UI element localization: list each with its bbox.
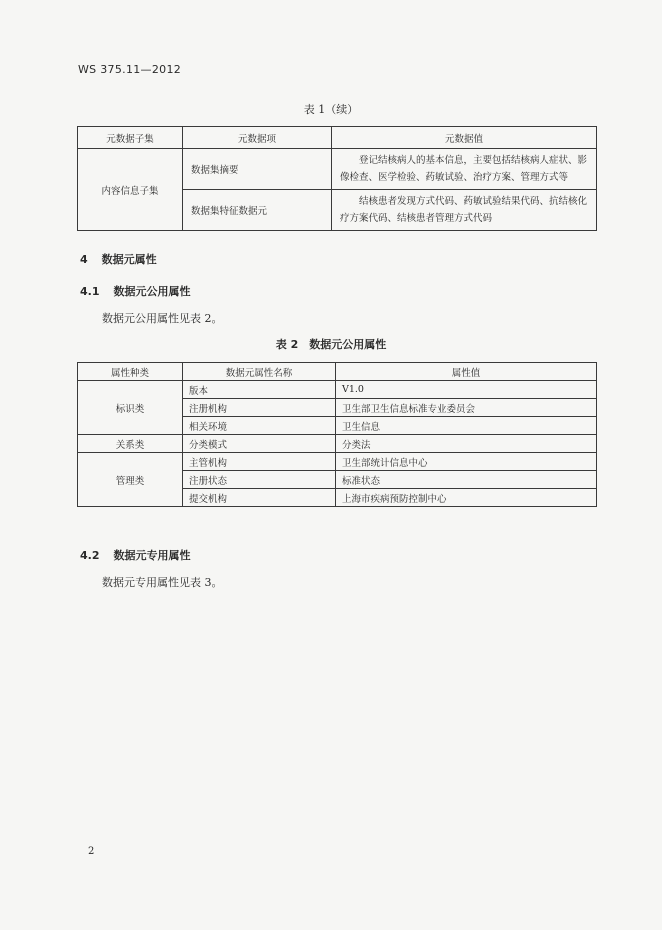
table1 [77, 126, 597, 231]
section-title: 数据元专用属性 [113, 549, 191, 562]
table1-header-row [78, 127, 597, 149]
section-number: 4 [80, 253, 88, 266]
table-row [78, 453, 597, 471]
table2-header-category: 属性种类 [78, 363, 183, 381]
attribute-name-cell: 注册机构 [183, 399, 336, 417]
attribute-value-cell: V1.0 [336, 381, 597, 399]
attribute-value-cell: 卫生部统计信息中心 [336, 453, 597, 471]
attribute-name-cell: 注册状态 [183, 471, 336, 489]
attribute-name-cell: 主管机构 [183, 453, 336, 471]
table2-header-value: 属性值 [336, 363, 597, 381]
category-cell: 标识类 [78, 381, 183, 435]
category-cell: 管理类 [78, 453, 183, 507]
section-number: 4.2 [80, 549, 100, 562]
table1-caption: 表 1（续） [303, 103, 359, 116]
section-title: 数据元公用属性 [113, 285, 191, 298]
table-row [78, 149, 597, 190]
section-4-2-heading [80, 547, 191, 563]
page-number: 2 [88, 846, 95, 857]
paragraph-4-1: 数据元公用属性见表 2。 [102, 312, 223, 325]
section-4-heading [80, 251, 157, 267]
table2-header-row [78, 363, 597, 381]
table-row [78, 381, 597, 399]
table2-caption: 表 2 数据元公用属性 [275, 338, 387, 351]
attribute-name-cell: 版本 [183, 381, 336, 399]
standard-code: WS 375.11—2012 [78, 63, 182, 76]
section-number: 4.1 [80, 285, 100, 298]
table2 [77, 362, 597, 507]
table1-value-cell: 登记结核病人的基本信息，主要包括结核病人症状、影像检查、医学检验、药敏试验、治疗方案、管理方式等 [332, 149, 597, 190]
attribute-name-cell: 分类模式 [183, 435, 336, 453]
attribute-value-cell: 卫生信息 [336, 417, 597, 435]
table1-header-subset: 元数据子集 [78, 127, 183, 149]
table1-subset-cell: 内容信息子集 [78, 149, 183, 231]
attribute-value-cell: 上海市疾病预防控制中心 [336, 489, 597, 507]
section-title: 数据元属性 [101, 253, 157, 266]
category-cell: 关系类 [78, 435, 183, 453]
table1-header-value: 元数据值 [332, 127, 597, 149]
paragraph-4-2: 数据元专用属性见表 3。 [102, 576, 223, 589]
table1-header-item: 元数据项 [183, 127, 332, 149]
section-4-1-heading [80, 283, 191, 299]
table-row [78, 435, 597, 453]
table1-item-cell: 数据集摘要 [183, 149, 332, 190]
attribute-value-cell: 分类法 [336, 435, 597, 453]
table1-value-cell: 结核患者发现方式代码、药敏试验结果代码、抗结核化疗方案代码、结核患者管理方式代码 [332, 190, 597, 231]
attribute-value-cell: 卫生部卫生信息标准专业委员会 [336, 399, 597, 417]
attribute-name-cell: 相关环境 [183, 417, 336, 435]
table2-header-name: 数据元属性名称 [183, 363, 336, 381]
attribute-name-cell: 提交机构 [183, 489, 336, 507]
table1-item-cell: 数据集特征数据元 [183, 190, 332, 231]
attribute-value-cell: 标准状态 [336, 471, 597, 489]
